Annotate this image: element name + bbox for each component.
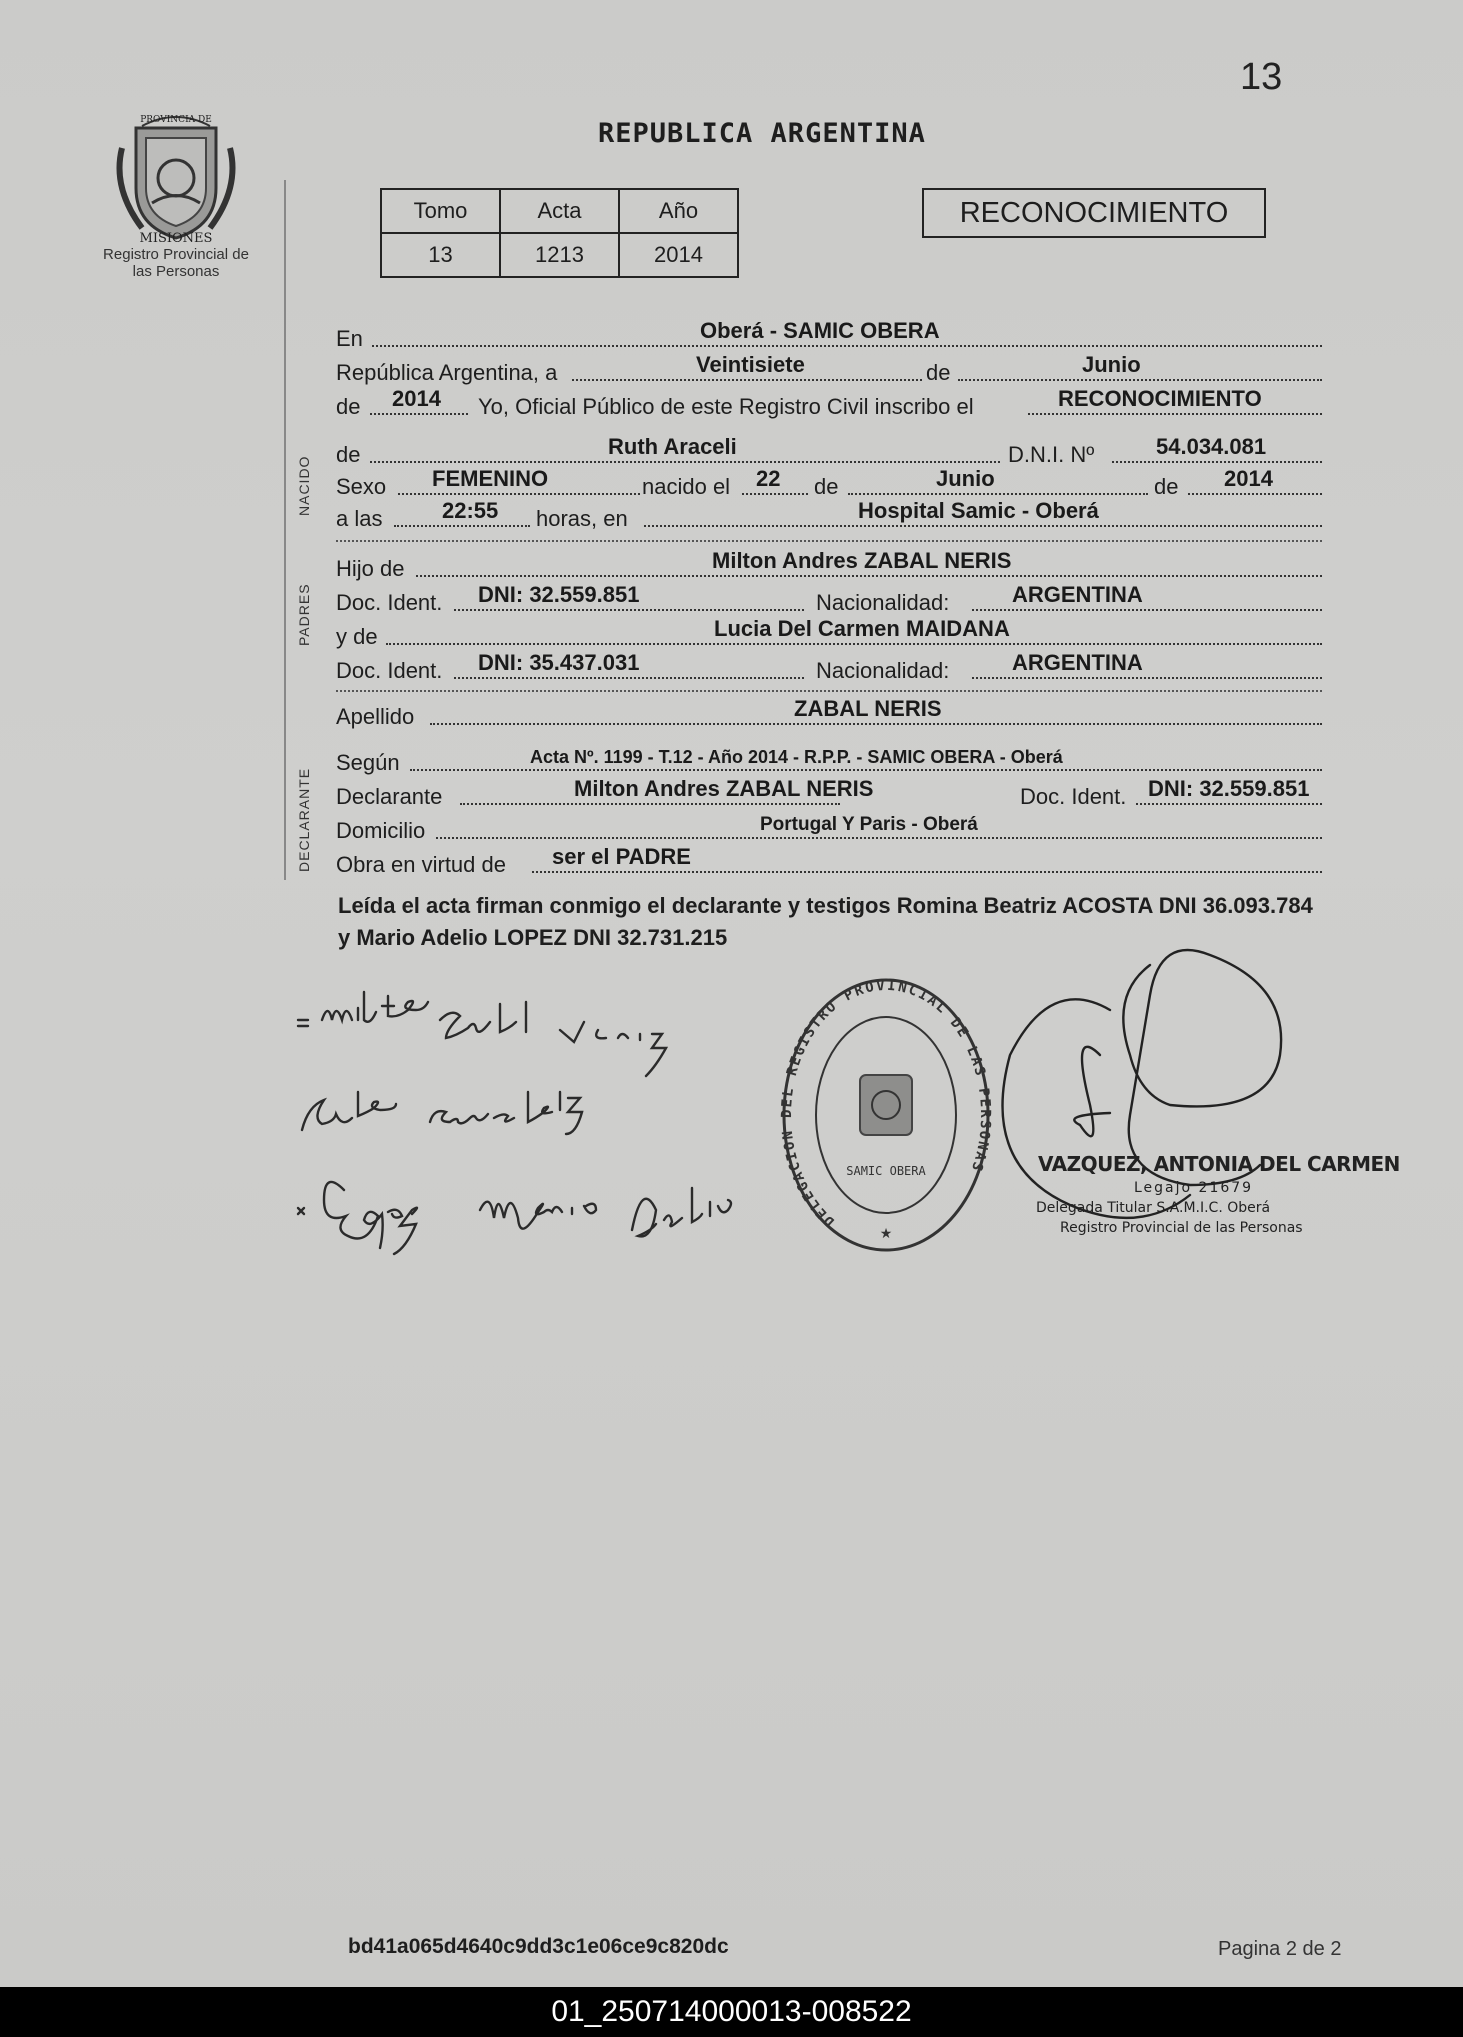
signature-block	[1038, 1152, 1400, 1236]
value-tomo: 13	[381, 233, 500, 277]
pagination-text: Pagina 2 de 2	[1218, 1938, 1342, 1960]
value-hora: 22:55	[442, 498, 499, 523]
row-domicilio	[336, 814, 1322, 844]
value-anio-nac: 2014	[1224, 466, 1273, 491]
header-anio: Año	[619, 189, 738, 233]
label-nacido-el: nacido el	[642, 474, 731, 499]
stamp-inner-text: SAMIC OBERA	[846, 1164, 926, 1178]
row-padre-doc	[336, 582, 1322, 616]
page-number: 13	[1240, 56, 1283, 98]
official-name: VAZQUEZ, ANTONIA DEL CARMEN	[1038, 1152, 1400, 1176]
value-acta: 1213	[500, 233, 619, 277]
label-doc-ident3: Doc. Ident.	[1020, 784, 1127, 809]
closing-text: Leída el acta firman conmigo el declarante y testigos Romina Beatriz ACOSTA DNI 36.093.784 y Mario Adelio LOPEZ DNI 32.731.215	[338, 893, 1313, 950]
value-mes: Junio	[1082, 352, 1141, 377]
value-obra: ser el PADRE	[552, 844, 691, 869]
header-acta: Acta	[500, 189, 619, 233]
value-padre-nac: ARGENTINA	[1012, 582, 1143, 607]
footer-id: 01_250714000013-008522	[551, 1995, 912, 2028]
value-dia-letras: Veintisiete	[696, 352, 805, 377]
label-declarante: Declarante	[336, 784, 443, 809]
official-legajo: Legajo 21679	[1134, 1180, 1254, 1196]
record-table	[380, 188, 739, 278]
row-en	[336, 318, 1322, 352]
value-anio: 2014	[619, 233, 738, 277]
value-madre-dni: DNI: 35.437.031	[478, 650, 640, 675]
label-y-de: y de	[336, 624, 378, 649]
record-type-box: RECONOCIMIENTO	[922, 188, 1266, 238]
footer-id-bar	[0, 1987, 1463, 2037]
section-divider	[336, 540, 1322, 544]
document-hash: bd41a065d4640c9dd3c1e06ce9c820dc	[348, 1935, 729, 1958]
svg-text:★: ★	[879, 1225, 893, 1241]
official-registro: Registro Provincial de las Personas	[1060, 1220, 1303, 1236]
label-a-las: a las	[336, 506, 383, 531]
value-segun: Acta Nº. 1199 - T.12 - Año 2014 - R.P.P. - SAMIC OBERA - Oberá	[530, 747, 1063, 767]
label-horas-en: horas, en	[536, 506, 628, 531]
value-dia-nac: 22	[756, 466, 781, 491]
value-lugar-nac: Hospital Samic - Oberá	[858, 498, 1099, 523]
label-de: de	[926, 360, 951, 385]
value-sexo: FEMENINO	[432, 466, 549, 491]
label-republica: República Argentina, a	[336, 360, 558, 385]
margin-line	[284, 180, 286, 880]
row-segun	[336, 746, 1322, 776]
official-cargo: Delegada Titular S.A.M.I.C. Oberá	[1036, 1200, 1271, 1216]
value-madre: Lucia Del Carmen MAIDANA	[714, 616, 1010, 641]
value-domicilio: Portugal Y Paris - Oberá	[760, 814, 978, 835]
section-divider-2	[336, 690, 1322, 694]
stamp-ring-text: DELEGACION DEL REGISTRO PROVINCIAL DE LAS PERSONAS	[778, 977, 994, 1230]
label-obra: Obra en virtud de	[336, 852, 506, 877]
label-dni: D.N.I. Nº	[1008, 442, 1095, 467]
value-anio: 2014	[392, 386, 441, 411]
label-de-year: de	[336, 394, 361, 419]
country-title: REPUBLICA ARGENTINA	[598, 118, 926, 149]
value-dni: 54.034.081	[1156, 434, 1267, 459]
value-declarante-dni: DNI: 32.559.851	[1148, 776, 1310, 801]
handwritten-signatures	[290, 990, 760, 1330]
value-lugar: Oberá - SAMIC OBERA	[700, 318, 940, 343]
official-stamp-icon	[776, 970, 996, 1270]
label-de2: de	[814, 474, 839, 499]
row-obra	[336, 844, 1322, 878]
row-nombre	[336, 434, 1322, 468]
row-hora	[336, 498, 1322, 532]
label-en: En	[336, 326, 363, 351]
logo-bottom-text: MISIONES	[139, 231, 213, 246]
value-madre-nac: ARGENTINA	[1012, 650, 1143, 675]
label-apellido: Apellido	[336, 704, 415, 729]
label-segun: Según	[336, 750, 400, 775]
side-label-declarante: DECLARANTE	[296, 767, 312, 872]
row-sexo	[336, 466, 1322, 500]
row-republica	[336, 352, 1322, 386]
label-de3: de	[1154, 474, 1179, 499]
label-nacionalidad2: Nacionalidad:	[816, 658, 950, 683]
row-declarante	[336, 776, 1322, 810]
coat-of-arms-icon	[112, 108, 240, 246]
value-apellido: ZABAL NERIS	[794, 696, 942, 721]
registry-label: Registro Provincial de las Personas	[103, 246, 249, 280]
value-padre-dni: DNI: 32.559.851	[478, 582, 640, 607]
value-tipo: RECONOCIMIENTO	[1058, 386, 1262, 411]
label-doc-ident2: Doc. Ident.	[336, 658, 443, 683]
label-nacionalidad: Nacionalidad:	[816, 590, 950, 615]
label-hijo-de: Hijo de	[336, 556, 405, 581]
side-label-nacido: NACIDO	[296, 455, 312, 516]
label-domicilio: Domicilio	[336, 818, 426, 843]
row-madre	[336, 616, 1322, 650]
side-label-padres: PADRES	[296, 583, 312, 646]
header-tomo: Tomo	[381, 189, 500, 233]
value-nombre: Ruth Araceli	[608, 434, 737, 459]
value-mes-nac: Junio	[936, 466, 995, 491]
value-declarante: Milton Andres ZABAL NERIS	[574, 776, 874, 801]
row-padre	[336, 548, 1322, 582]
label-sexo: Sexo	[336, 474, 387, 499]
row-oficial	[336, 386, 1322, 420]
label-oficial: Yo, Oficial Público de este Registro Civil inscribo el	[478, 394, 974, 419]
value-padre: Milton Andres ZABAL NERIS	[712, 548, 1012, 573]
label-doc-ident: Doc. Ident.	[336, 590, 443, 615]
row-apellido	[336, 696, 1322, 730]
label-de-name: de	[336, 442, 361, 467]
logo-top-text: PROVINCIA DE	[140, 115, 212, 125]
row-madre-doc	[336, 650, 1322, 684]
